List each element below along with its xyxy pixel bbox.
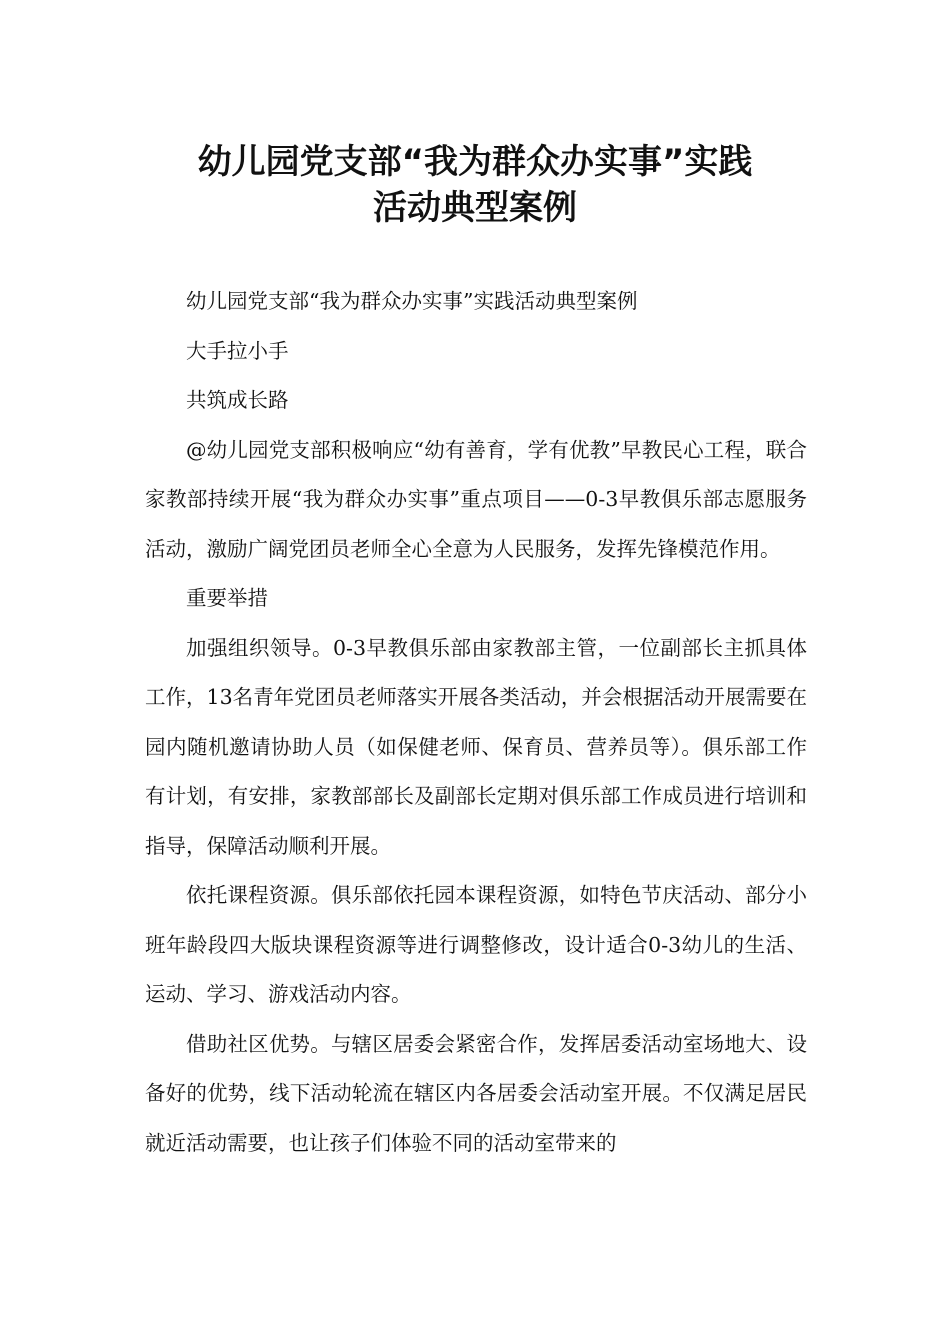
paragraph-slogan-1: 大手拉小手 bbox=[186, 338, 289, 363]
paragraph-organization: 加强组织领导。0-3早教俱乐部由家教部主管，一位副部长主抓具体工作，13名青年党团员老师落实开展各类活动，并会根据活动开展需要在园内随机邀请协助人员（如保健老师、保育员、营养员等）。俱乐部工作有计划，有安排，家教部部长及副部长定期对俱乐部工作成员进行培训和指导，保障活动顺利开展。 bbox=[145, 635, 807, 858]
paragraph-community: 借助社区优势。与辖区居委会紧密合作，发挥居委活动室场地大、设备好的优势，线下活动轮流在辖区内各居委会活动室开展。不仅满足居民就近活动需要，也让孩子们体验不同的活动室带来的 bbox=[145, 1031, 807, 1155]
paragraph-slogan-2: 共筑成长路 bbox=[186, 388, 289, 412]
document-title-line-2: 活动典型案例 bbox=[373, 188, 577, 228]
paragraph-subtitle: 幼儿园党支部“我为群众办实事”实践活动典型案例 bbox=[186, 289, 638, 313]
document-title-line-1: 幼儿园党支部“我为群众办实事”实践 bbox=[197, 142, 753, 182]
document-body bbox=[145, 277, 807, 1168]
paragraph-section-heading: 重要举措 bbox=[186, 586, 268, 610]
paragraph-curriculum: 依托课程资源。俱乐部依托园本课程资源，如特色节庆活动、部分小班年龄段四大版块课程资源等进行调整修改，设计适合0-3幼儿的生活、运动、学习、游戏活动内容。 bbox=[145, 883, 807, 1006]
paragraph-intro: @幼儿园党支部积极响应“幼有善育，学有优教”早教民心工程，联合家教部持续开展“我为群众办实事”重点项目——0-3早教俱乐部志愿服务活动，激励广阔党团员老师全心全意为人民服务，发挥先锋模范作用。 bbox=[145, 437, 807, 561]
